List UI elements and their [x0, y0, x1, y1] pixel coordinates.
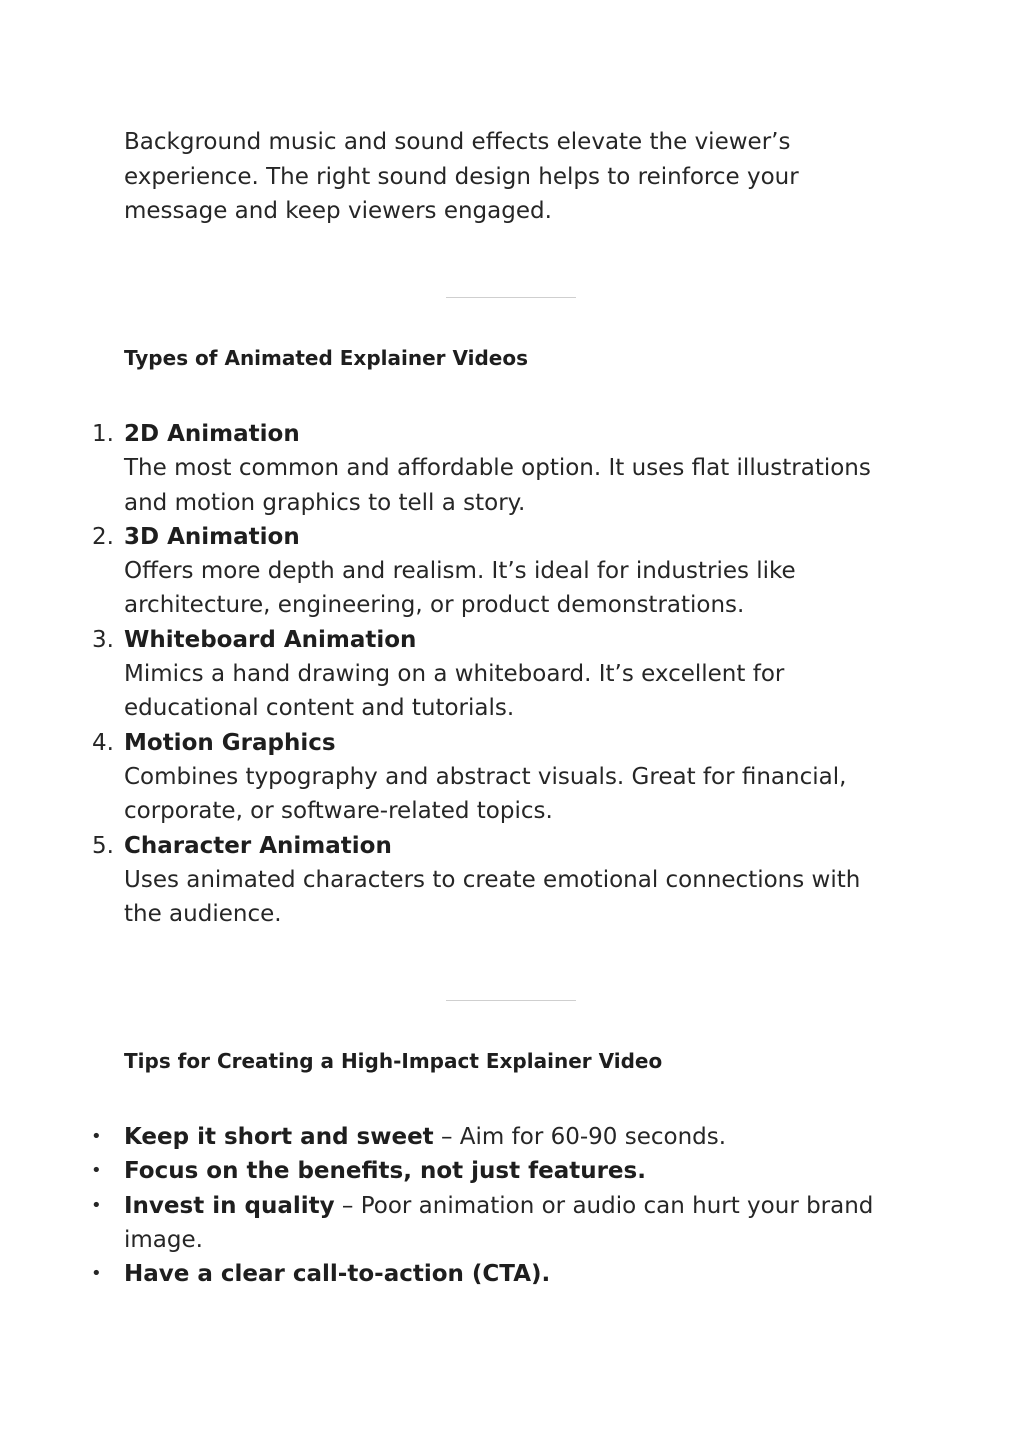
- item-title: 2D Animation: [124, 421, 300, 447]
- list-item: [92, 417, 904, 520]
- list-item: [92, 623, 904, 726]
- item-description: The most common and affordable option. It uses flat illustrations and motion graphics to tell a story.: [124, 455, 871, 516]
- types-list: [92, 417, 904, 931]
- item-title: 3D Animation: [124, 523, 300, 550]
- item-description: Mimics a hand drawing on a whiteboard. It’s excellent for educational content and tutorials.: [124, 661, 785, 722]
- tips-list: [91, 1120, 904, 1291]
- tip-text: – Poor animation or audio can hurt your brand image.: [124, 1192, 874, 1253]
- list-number: 5.: [92, 832, 114, 859]
- item-description: Combines typography and abstract visuals. Great for financial, corporate, or software-related topics.: [124, 763, 847, 825]
- list-number: 1.: [92, 421, 114, 447]
- item-title: Motion Graphics: [124, 729, 336, 756]
- list-item: [91, 1257, 904, 1291]
- item-description: Offers more depth and realism. It’s ideal for industries like architecture, engineering, or product demonstrations.: [124, 558, 796, 619]
- item-title: Whiteboard Animation: [124, 626, 417, 653]
- tip-strong-text: Invest in quality: [124, 1192, 335, 1219]
- tip-strong-text: Keep it short and sweet: [124, 1124, 434, 1150]
- list-item: [91, 1154, 904, 1188]
- tip-text: – Aim for 60-90 seconds.: [433, 1124, 727, 1150]
- bullet-icon: •: [91, 1160, 102, 1182]
- bullet-icon: •: [91, 1263, 102, 1285]
- item-description: Uses animated characters to create emotional connections with the audience.: [124, 866, 861, 928]
- section-divider: [446, 1000, 576, 1001]
- list-number: 3.: [92, 626, 114, 653]
- tip-strong-text: Focus on the benefits, not just features.: [124, 1158, 646, 1185]
- bullet-icon: •: [91, 1126, 102, 1147]
- tips-heading: Tips for Creating a High-Impact Explainer Video: [124, 1049, 663, 1073]
- list-item: [92, 726, 904, 829]
- bullet-icon: •: [91, 1194, 102, 1216]
- item-title: Character Animation: [124, 832, 392, 859]
- types-heading: Types of Animated Explainer Videos: [124, 346, 528, 370]
- list-number: 4.: [92, 729, 114, 756]
- intro-paragraph: Background music and sound effects elevate the viewer’s experience. The right sound design helps to reinforce your message and keep viewers engaged.: [124, 129, 799, 224]
- section-divider: [446, 297, 576, 298]
- list-item: [91, 1189, 904, 1258]
- list-item: [91, 1120, 904, 1154]
- list-item: [92, 829, 904, 932]
- list-item: [92, 520, 904, 623]
- list-number: 2.: [92, 523, 114, 550]
- tip-strong-text: Have a clear call-to-action (CTA).: [124, 1261, 551, 1288]
